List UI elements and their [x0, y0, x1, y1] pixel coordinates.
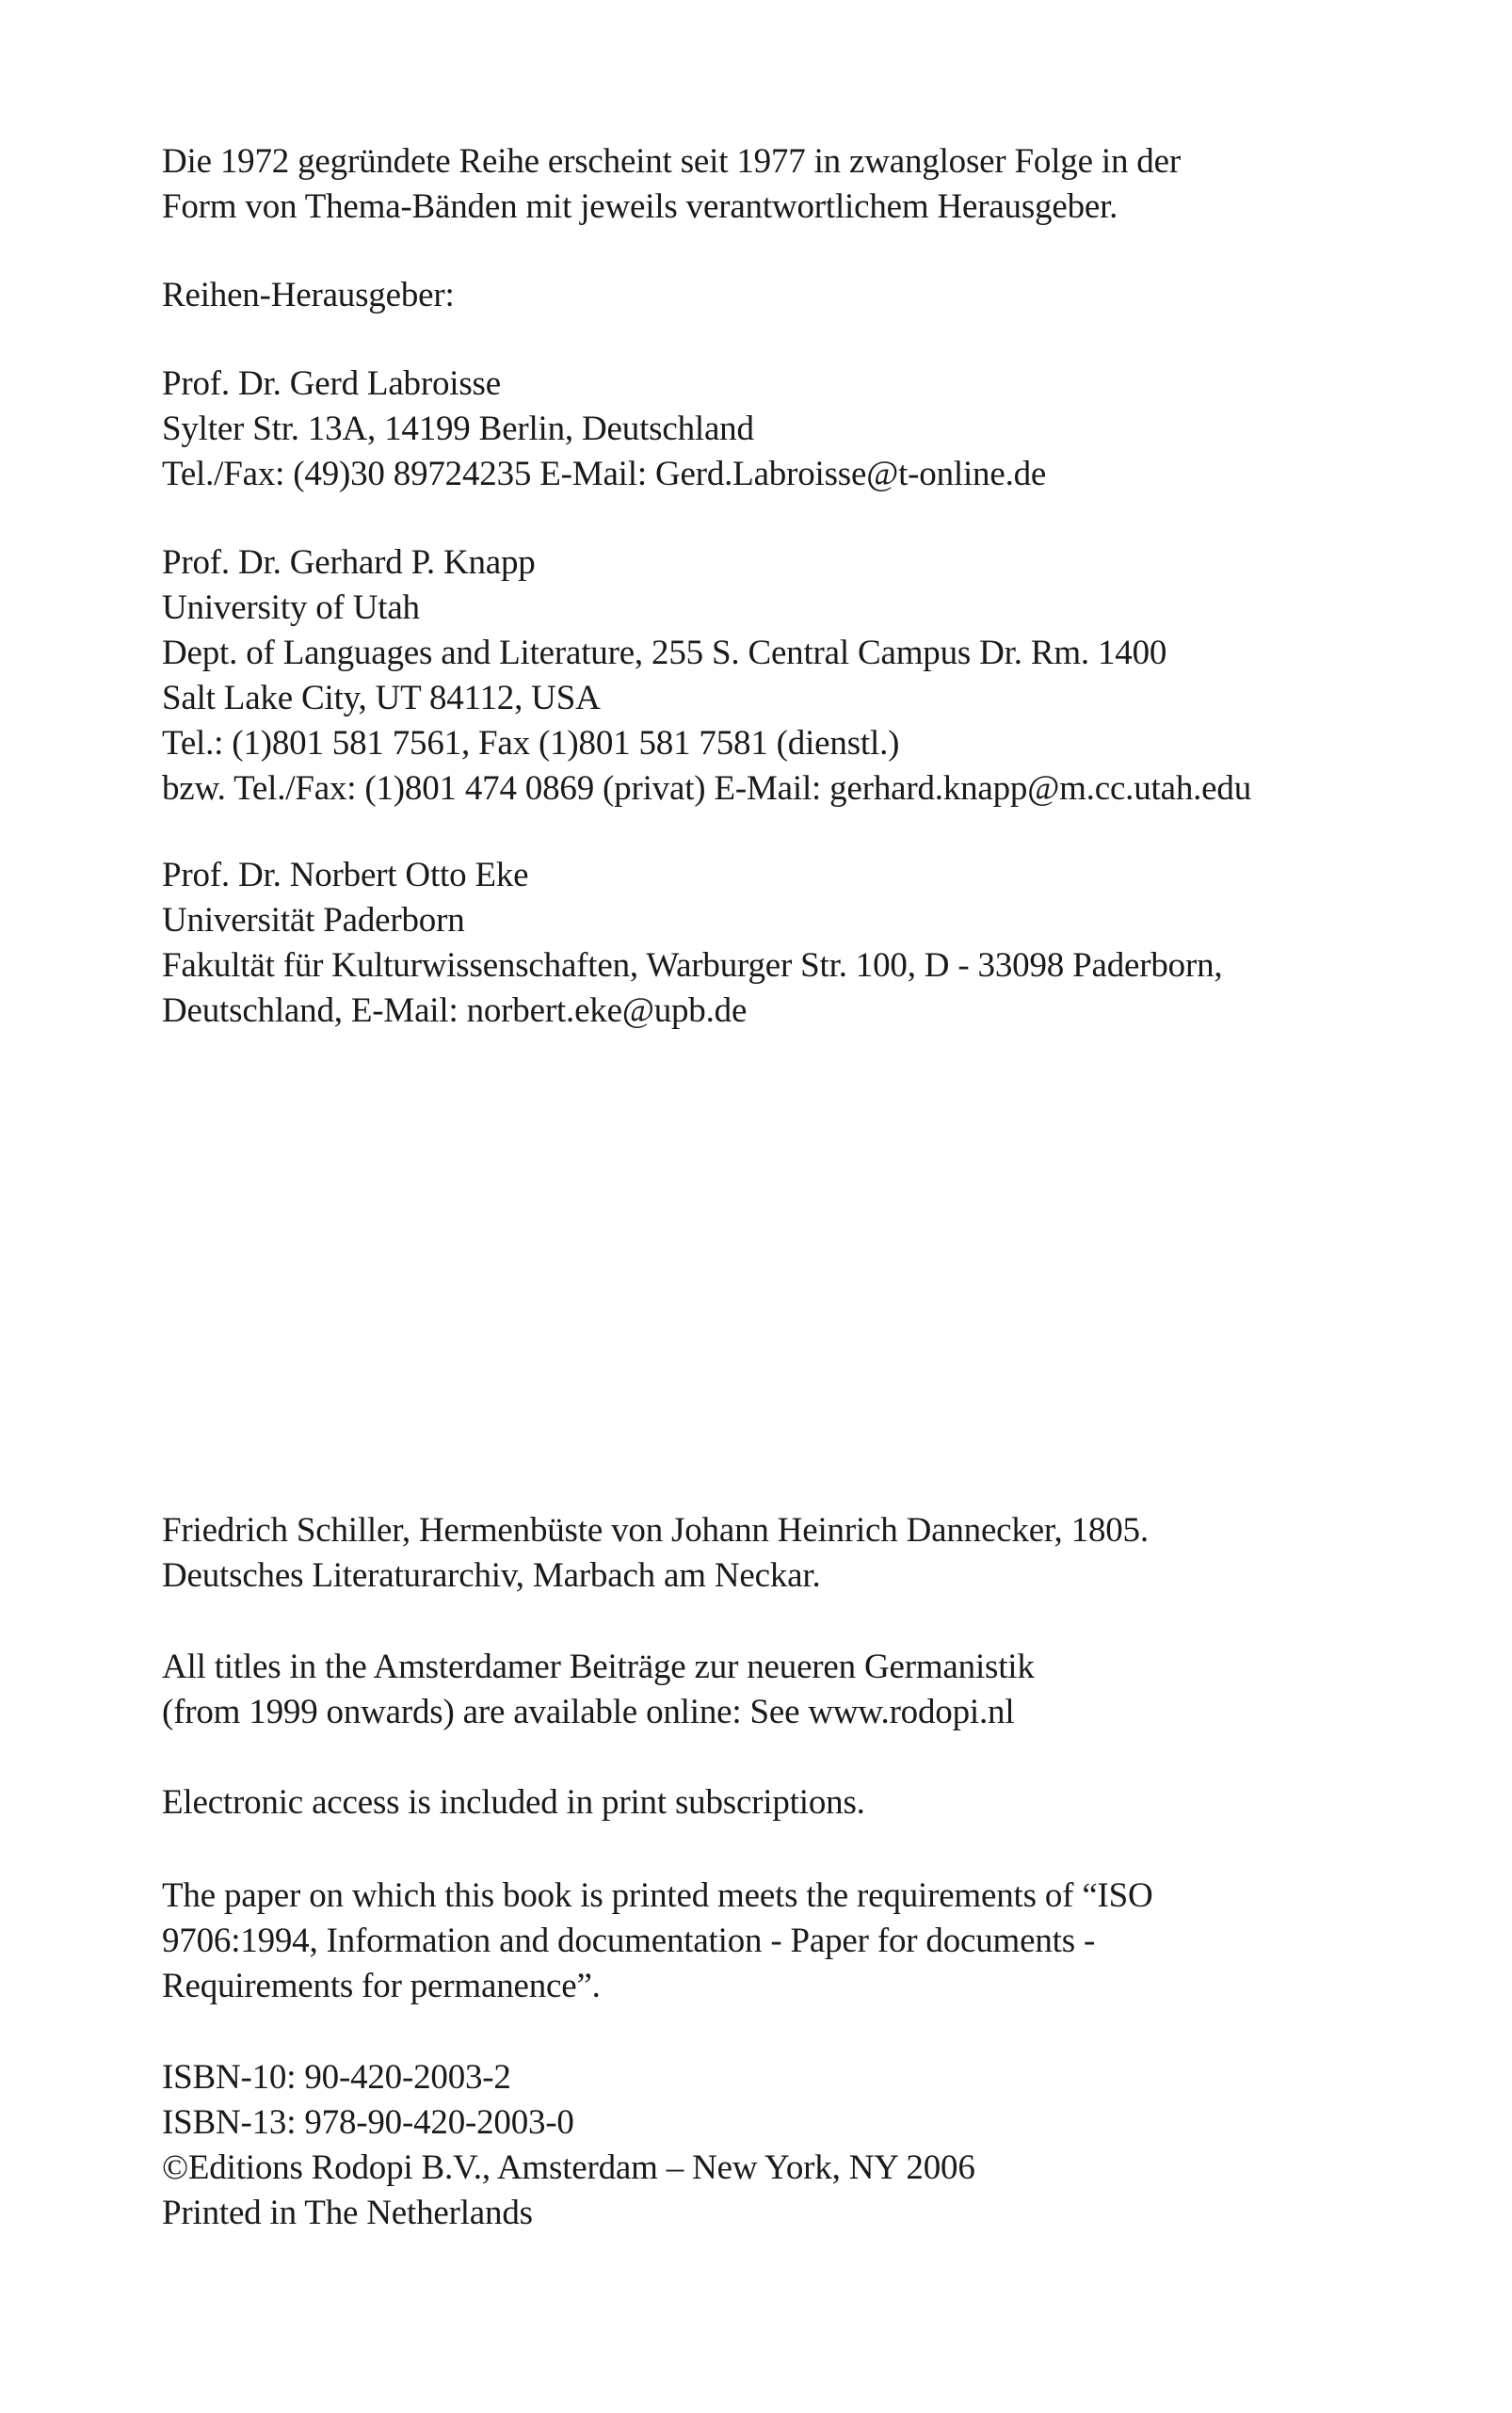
online-availability-note: [162, 1645, 1386, 1735]
editor-address-line: Salt Lake City, UT 84112, USA: [162, 679, 601, 717]
series-intro-paragraph: [162, 139, 1386, 230]
text-line: All titles in the Amsterdamer Beiträge zur neueren Germanistik: [162, 1648, 1035, 1686]
text-line: (from 1999 onwards) are available online: See www.rodopi.nl: [162, 1693, 1015, 1731]
editor-address-labroisse: [162, 362, 1386, 497]
text-line: Deutsches Literaturarchiv, Marbach am Neckar.: [162, 1556, 821, 1595]
editor-institution: Universität Paderborn: [162, 901, 465, 940]
editor-contact-line: Tel.: (1)801 581 7561, Fax (1)801 581 7581 (dienstl.): [162, 724, 900, 763]
editor-address-knapp: [162, 540, 1386, 812]
editor-contact-line: Deutschland, E-Mail: norbert.eke@upb.de: [162, 991, 748, 1030]
electronic-access-note: [162, 1780, 1386, 1826]
text-line: Requirements for permanence”.: [162, 1967, 601, 2005]
editor-contact-line: Tel./Fax: (49)30 89724235 E-Mail: Gerd.Labroisse@t-online.de: [162, 455, 1047, 493]
text-line: Die 1972 gegründete Reihe erscheint seit 1977 in zwangloser Folge in der: [162, 142, 1181, 181]
editor-address-line: Sylter Str. 13A, 14199 Berlin, Deutschland: [162, 410, 754, 448]
editor-institution: University of Utah: [162, 588, 420, 627]
editor-name: Prof. Dr. Norbert Otto Eke: [162, 856, 529, 894]
paper-permanence-note: [162, 1874, 1386, 2009]
text-line: 9706:1994, Information and documentation - Paper for documents -: [162, 1922, 1096, 1960]
isbn-10: ISBN-10: 90-420-2003-2: [162, 2058, 511, 2097]
editor-address-line: Dept. of Languages and Literature, 255 S. Central Campus Dr. Rm. 1400: [162, 634, 1167, 672]
editor-address-eke: [162, 853, 1386, 1034]
isbn-13: ISBN-13: 978-90-420-2003-0: [162, 2103, 574, 2142]
series-editors-heading: [162, 273, 1386, 318]
text-line: The paper on which this book is printed meets the requirements of “ISO: [162, 1876, 1153, 1915]
editor-address-line: Fakultät für Kulturwissenschaften, Warburger Str. 100, D - 33098 Paderborn,: [162, 946, 1223, 985]
text-line: Electronic access is included in print subscriptions.: [162, 1783, 865, 1822]
publication-info: [162, 2055, 1386, 2236]
printed-in-line: Printed in The Netherlands: [162, 2194, 533, 2232]
editor-name: Prof. Dr. Gerd Labroisse: [162, 364, 501, 403]
editor-name: Prof. Dr. Gerhard P. Knapp: [162, 543, 536, 582]
heading-text: Reihen-Herausgeber:: [162, 276, 455, 314]
editor-contact-line: bzw. Tel./Fax: (1)801 474 0869 (privat) E-Mail: gerhard.knapp@m.cc.utah.edu: [162, 769, 1252, 808]
cover-image-credit: [162, 1508, 1386, 1599]
copyright-line: ©Editions Rodopi B.V., Amsterdam – New York, NY 2006: [162, 2148, 975, 2187]
text-line: Friedrich Schiller, Hermenbüste von Johann Heinrich Dannecker, 1805.: [162, 1511, 1149, 1550]
text-line: Form von Thema-Bänden mit jeweils verantwortlichem Herausgeber.: [162, 187, 1118, 226]
